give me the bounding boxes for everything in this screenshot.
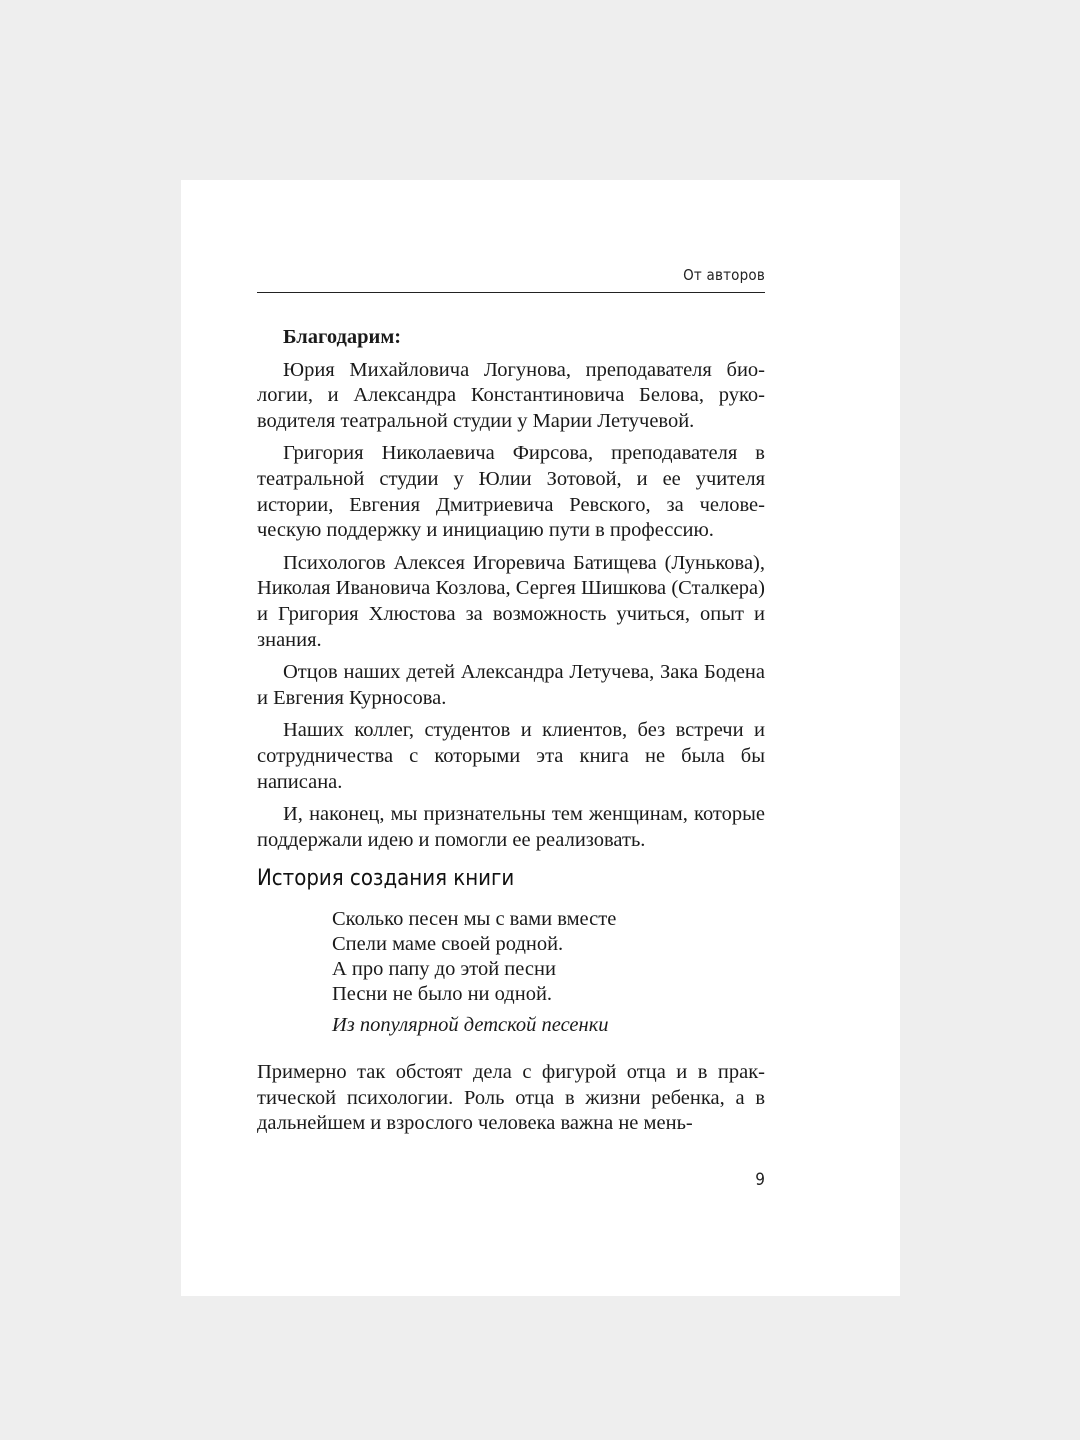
body-paragraph: Примерно так обстоят дела с фигурой отца и в практической психологии. Роль отца в жизни ребенка, а в дальнейшем и взрослого человека важна не мень-	[257, 1061, 765, 1135]
epigraph-source: Из популярной детской песенки	[332, 1014, 609, 1036]
book-page	[181, 180, 900, 1296]
epigraph-line: Сколько песен мы с вами вместе	[332, 908, 617, 930]
acknowledgement-paragraph: Психологов Алексея Игоревича Батищева (Лунькова), Николая Ивановича Козлова, Сергея Шишкова (Сталкера) и Григория Хлюстова за возможность учиться, опыт и знания.	[257, 551, 765, 651]
acknowledgement-paragraph: Юрия Михайловича Логунова, преподавателя биологии, и Александра Константиновича Белова, руководителя театральной студии у Марии Летучевой.	[257, 358, 765, 432]
acknowledgement-paragraph: Григория Николаевича Фирсова, преподавателя в театральной студии у Юлии Зотовой, и ее учителя истории, Евгения Дмитриевича Ревского, за человеческую поддержку и инициацию пути в профессию.	[257, 442, 765, 542]
acknowledgements-title: Благодарим:	[283, 326, 402, 348]
epigraph-line: Спели маме своей родной.	[332, 933, 564, 955]
page-number: 9	[755, 1170, 765, 1190]
acknowledgement-paragraph: И, наконец, мы признательны тем женщинам, которые поддержали идею и помогли ее реализовать.	[257, 803, 765, 851]
epigraph	[332, 907, 616, 1038]
acknowledgements-block	[257, 325, 765, 860]
body-text	[257, 1060, 765, 1144]
section-heading: История создания книги	[257, 866, 515, 891]
epigraph-line: Песни не было ни одной.	[332, 983, 553, 1005]
acknowledgement-paragraph: Наших коллег, студентов и клиентов, без встречи и сотрудничества с которыми эта книга не была бы написана.	[257, 719, 765, 793]
acknowledgement-paragraph: Отцов наших детей Александра Летучева, Зака Бодена и Евгения Курносова.	[257, 661, 765, 709]
header-rule	[257, 292, 765, 293]
running-head: От авторов	[683, 266, 765, 284]
epigraph-line: А про папу до этой песни	[332, 958, 556, 980]
